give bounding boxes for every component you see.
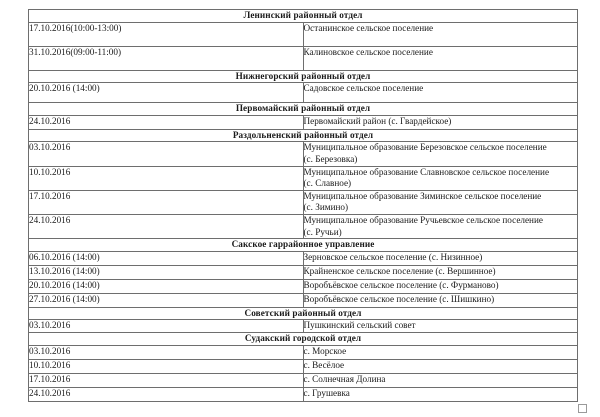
row-place-primary: Пушкинский сельский совет bbox=[303, 320, 416, 331]
row-place-primary: Первомайский район (с. Гвардейское) bbox=[303, 115, 452, 126]
row-place-cell bbox=[303, 115, 578, 129]
row-place-primary: Садовское сельское поселение bbox=[303, 83, 424, 94]
section-heading-row bbox=[29, 307, 578, 320]
table-row bbox=[29, 265, 578, 279]
row-place-cell bbox=[303, 320, 578, 333]
row-date-primary: 10.10.2016 bbox=[29, 359, 71, 370]
row-place-settlement: (с. Славное) bbox=[303, 178, 352, 189]
row-place-cell bbox=[303, 373, 578, 387]
table-row bbox=[29, 320, 578, 333]
row-place-cell bbox=[303, 190, 578, 214]
row-place-primary: Воробъёвское сельское поселение (с. Фурманово) bbox=[303, 279, 499, 290]
row-place-cell bbox=[303, 265, 578, 279]
row-date-cell bbox=[29, 142, 304, 166]
row-place-primary: Воробъёвское сельское поселение (с. Шишкино) bbox=[303, 293, 495, 304]
row-place-cell bbox=[303, 46, 578, 70]
row-place-primary: Зерновское сельское поселение (с. Низинное) bbox=[303, 251, 483, 262]
table-row bbox=[29, 251, 578, 265]
section-heading-row bbox=[29, 333, 578, 346]
section-heading-row bbox=[29, 103, 578, 116]
row-place-primary: Калиновское сельское поселение bbox=[303, 46, 433, 57]
row-date-primary: 17.10.2016 bbox=[29, 190, 71, 201]
row-date-cell bbox=[29, 293, 304, 307]
row-date-time: (09:00-11:00) bbox=[70, 46, 122, 57]
row-date-primary: 03.10.2016 bbox=[29, 345, 71, 356]
row-date-primary: 20.10.2016 (14:00) bbox=[29, 83, 100, 94]
row-date-primary: 20.10.2016 (14:00) bbox=[29, 279, 100, 290]
table-row bbox=[29, 293, 578, 307]
section-heading: Первомайский районный отдел bbox=[29, 103, 578, 116]
row-date-primary: 17.10.2016 bbox=[29, 22, 71, 33]
row-place-settlement: (с. Ручьи) bbox=[303, 226, 342, 237]
row-date-primary: 24.10.2016 bbox=[29, 387, 71, 398]
row-place-cell bbox=[303, 293, 578, 307]
row-date-cell bbox=[29, 190, 304, 214]
row-place-cell bbox=[303, 83, 578, 103]
row-place-cell bbox=[303, 359, 578, 373]
table-row bbox=[29, 83, 578, 103]
row-date-cell bbox=[29, 214, 304, 238]
row-date-time: (10:00-13:00) bbox=[70, 22, 122, 33]
section-heading: Раздольненский районный отдел bbox=[29, 129, 578, 142]
row-place-cell bbox=[303, 345, 578, 359]
table-row bbox=[29, 142, 578, 166]
row-place-primary: Муниципальное образование Славновское сельское поселение bbox=[303, 166, 550, 177]
row-date-cell bbox=[29, 279, 304, 293]
row-date-cell bbox=[29, 359, 304, 373]
row-date-primary: 06.10.2016 (14:00) bbox=[29, 251, 100, 262]
row-date-primary: 17.10.2016 bbox=[29, 373, 71, 384]
section-heading: Нижнегорский районный отдел bbox=[29, 70, 578, 83]
row-date-cell bbox=[29, 115, 304, 129]
row-place-primary: Крайненское сельское поселение (с. Вершинное) bbox=[303, 265, 496, 276]
row-date-cell bbox=[29, 387, 304, 401]
row-place-cell bbox=[303, 251, 578, 265]
row-date-cell bbox=[29, 166, 304, 190]
row-place-primary: Муниципальное образование Ручьевское сельское поселение bbox=[303, 214, 543, 225]
section-heading-row bbox=[29, 239, 578, 252]
row-place-primary: с. Грушевка bbox=[303, 387, 350, 398]
table-row bbox=[29, 46, 578, 70]
reception-schedule-table bbox=[28, 9, 578, 402]
row-place-cell bbox=[303, 214, 578, 238]
table-row bbox=[29, 115, 578, 129]
row-date-cell bbox=[29, 46, 304, 70]
row-place-primary: Муниципальное образование Зиминское сельское поселение bbox=[303, 190, 542, 201]
row-date-primary: 10.10.2016 bbox=[29, 166, 71, 177]
row-place-cell bbox=[303, 22, 578, 46]
row-place-settlement: (с. Березовка) bbox=[303, 153, 358, 164]
table-row bbox=[29, 387, 578, 401]
row-date-cell bbox=[29, 373, 304, 387]
table-row bbox=[29, 373, 578, 387]
row-date-primary: 03.10.2016 bbox=[29, 142, 71, 153]
section-heading-row bbox=[29, 70, 578, 83]
section-heading: Ленинский районный отдел bbox=[29, 10, 578, 23]
page-corner-marker-icon bbox=[578, 404, 587, 413]
row-place-cell bbox=[303, 166, 578, 190]
row-date-cell bbox=[29, 265, 304, 279]
row-date-primary: 03.10.2016 bbox=[29, 320, 71, 331]
row-date-cell bbox=[29, 83, 304, 103]
table-row bbox=[29, 166, 578, 190]
row-place-primary: с. Морское bbox=[303, 345, 347, 356]
section-heading: Сакское гаррайонное управление bbox=[29, 239, 578, 252]
row-place-cell bbox=[303, 279, 578, 293]
row-date-primary: 24.10.2016 bbox=[29, 115, 71, 126]
section-heading-row bbox=[29, 10, 578, 23]
row-place-primary: с. Солнечная Долина bbox=[303, 373, 386, 384]
section-heading: Советский районный отдел bbox=[29, 307, 578, 320]
document-sheet bbox=[28, 9, 578, 402]
section-heading-row bbox=[29, 129, 578, 142]
row-place-primary: с. Весёлое bbox=[303, 359, 345, 370]
table-row bbox=[29, 214, 578, 238]
row-date-cell bbox=[29, 320, 304, 333]
row-place-cell bbox=[303, 142, 578, 166]
table-row bbox=[29, 359, 578, 373]
section-heading: Судакский городской отдел bbox=[29, 333, 578, 346]
row-date-primary: 24.10.2016 bbox=[29, 214, 71, 225]
row-place-primary: Муниципальное образование Березовское сельское поселение bbox=[303, 142, 547, 153]
row-date-primary: 13.10.2016 (14:00) bbox=[29, 265, 100, 276]
table-row bbox=[29, 279, 578, 293]
row-date-primary: 31.10.2016 bbox=[29, 46, 71, 57]
row-date-primary: 27.10.2016 (14:00) bbox=[29, 293, 100, 304]
table-row bbox=[29, 22, 578, 46]
table-row bbox=[29, 190, 578, 214]
row-date-cell bbox=[29, 22, 304, 46]
row-date-cell bbox=[29, 251, 304, 265]
row-place-cell bbox=[303, 387, 578, 401]
row-date-cell bbox=[29, 345, 304, 359]
row-place-primary: Останинское сельское поселение bbox=[303, 22, 434, 33]
row-place-settlement: (с. Зимино) bbox=[303, 202, 349, 213]
table-row bbox=[29, 345, 578, 359]
